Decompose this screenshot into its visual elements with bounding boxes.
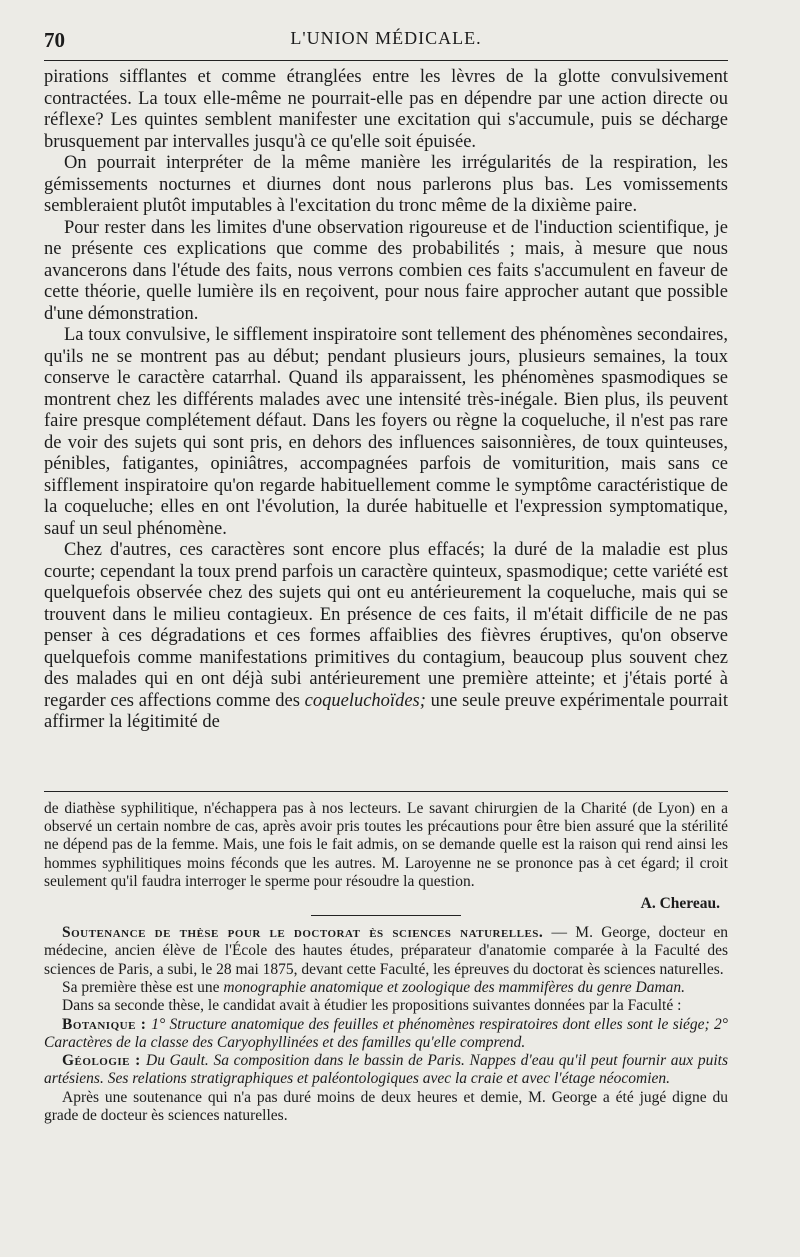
first-thesis-text: Sa première thèse est une [62,978,224,996]
author-signature: A. Chereau. [640,895,720,913]
paragraph: pirations sifflantes et comme étranglées entre les lèvres de la glotte convulsivement contractées. La toux elle-même ne pourrait-elle pas en dépendre par une action directe ou réflexe? Les quintes semblent manifester une excitation qui s'accumule, puis se décharge brusquement par intervalles jusqu'à ce qu'elle soit épuisée. [44,67,728,152]
news-intro [44,924,728,979]
footnote-rule [44,791,728,792]
footnote-text: de diathèse syphilitique, n'échappera pas à nos lecteurs. Le savant chirurgien de la Charité (de Lyon) en a observé un certain nombre de cas, après avoir pris toutes les précautions pour être bien assuré que la stérilité ne dépend pas de la femme. Mais, une fois le fait admis, on se demande quelle est la raison qui rend ainsi les hommes syphilitiques moins féconds que les autres. M. Laroyenne ne se prononce pas à cet égard; il croit seulement qu'il faudra interroger le sperme pour résoudre la question. [44,800,728,890]
botanique-text: 1° Structure anatomique des feuilles et phénomènes respiratoires dont elles sont le siége; 2° Caractères de la classe des Caryophyllinées et des familles qu'elle comprend. [44,1015,728,1051]
header-rule [44,60,728,61]
botanique-item [44,1016,728,1053]
paragraph-text: Chez d'autres, ces caractères sont encore plus effacés; la duré de la maladie est plus courte; cependant la toux prend parfois un caractère quinteux, spasmodique; cette variété est quelquefois observée chez des sujets qui ont eu antérieurement la coqueluche, mais qui se trouvent dans le milieu contagieux. En présence de ces faits, il m'était difficile de ne pas penser à ces dégradations et ces formes affaiblies des fièvres éruptives, qu'on observe quelquefois comme manifestations primitives du contagium, beaucoup plus souvent chez des malades qui en ont déjà subi antérieurement une première atteinte; et j'étais porté à regarder ces affections comme des [44,540,728,711]
paragraph-last [44,540,728,734]
page-header [44,22,728,52]
paragraph: Pour rester dans les limites d'une observation rigoureuse et de l'induction scientifique, je ne présente ces explications que comme des probabilités ; mais, à mesure que nous avancerons dans l'étude des faits, nous verrons combien ces faits s'accumulent en faveur de cette théorie, quelle lumière ils en reçoivent, pour nous faire approcher autant que possible d'une démonstration. [44,217,728,324]
geologie-label: Géologie : [62,1052,146,1070]
italic-term: coqueluchoïdes; [304,690,426,711]
footnote [44,800,728,891]
paragraph: On pourrait interpréter de la même manière les irrégularités de la respiration, les gémissements nocturnes et diurnes dont nous parlerons plus bas. Les vomissements sembleraient plutôt imputables à l'excitation du tronc même de la dixième paire. [44,153,728,216]
geologie-text: Du Gault. Sa composition dans le bassin de Paris. Nappes d'eau qu'il peut fournir aux puits artésiens. Ses relations stratigraphiques et paléontologiques avec la craie et avec l'étage néocomien. [44,1052,728,1088]
first-thesis-title: monographie anatomique et zoologique des mammifères du genre Daman. [223,978,686,996]
journal-title: L'UNION MÉDICALE. [290,28,482,48]
news-conclusion: Après une soutenance qui n'a pas duré moins de deux heures et demie, M. George a été jugé digne du grade de docteur ès sciences naturelles. [44,1088,728,1124]
news-heading: Soutenance de thèse pour le doctorat ès sciences naturelles. [62,924,544,942]
news-intro-text: — M. George, docteur en médecine, ancien élève de l'École des hautes études, préparateur d'anatomie comparée à la Faculté des sciences de Paris, a subi, le 28 mai 1875, devant cette Faculté, les épreuves du doctorat ès sciences naturelles. [44,924,728,978]
section-rule [311,915,461,916]
page-number: 70 [44,28,65,52]
second-thesis: Dans sa seconde thèse, le candidat avait à étudier les propositions suivantes données par la Faculté : [62,997,682,1015]
news-section [44,924,728,1125]
paragraph: La toux convulsive, le sifflement inspiratoire sont tellement des phénomènes secondaires, qu'ils ne se montrent pas au début; pendant plusieurs jours, plusieurs semaines, la toux conserve le caractère catarrhal. Quand ils apparaissent, les phénomènes spasmodiques se montrent chez les différents malades avec une intensité très-inégale. Bien plus, ils peuvent faire presque complétement défaut. Dans les foyers ou règne la coqueluche, il n'est pas rare de voir des sujets qui sont pris, en dehors des influences saisonnières, de toux quinteuses, pénibles, fatigantes, opiniâtres, accompagnées parfois de vomiturition, mais sans ce sifflement inspiratoire qu'on regarde habituellement comme le symptôme caractéristique de la coqueluche; elles en ont l'évolution, la durée habituelle et l'expression symptomatique, sauf un seul phénomène. [44,325,728,539]
geologie-item [44,1052,728,1089]
main-text [44,67,728,787]
paragraph-tail: une seule preuve expérimentale pourrait affirmer la légitimité de [44,690,728,732]
botanique-label: Botanique : [62,1015,152,1033]
first-thesis [44,979,728,997]
